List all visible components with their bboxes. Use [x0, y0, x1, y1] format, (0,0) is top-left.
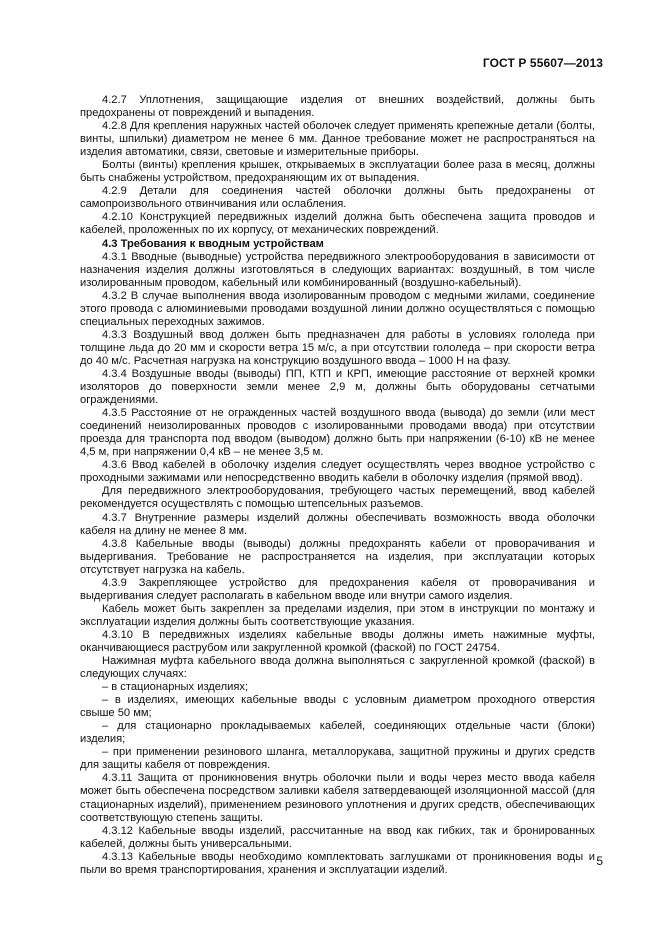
- paragraph: 4.3.9 Закрепляющее устройство для предохранения кабеля от проворачивания и выдергивания следует располагать в кабельном вводе или внутри самого изделия.: [80, 576, 595, 602]
- document-number: ГОСТ Р 55607—2013: [482, 56, 603, 70]
- paragraph: 4.2.7 Уплотнения, защищающие изделия от внешних воздействий, должны быть предохранены от повреждений и выпадения.: [80, 94, 595, 120]
- paragraph: 4.2.10 Конструкцией передвижных изделий должна быть обеспечена защита проводов и кабелей, проложенных по их корпусу, от механических повреждений.: [80, 211, 595, 237]
- paragraph: 4.2.8 Для крепления наружных частей оболочек следует применять крепежные детали (болты, винты, шпильки) диаметром не менее 6 мм. Данное требование может не распространяться на изделия автоматики, связи, световые и измерительные приборы.: [80, 120, 595, 159]
- paragraph: 4.3.10 В передвижных изделиях кабельные вводы должны иметь нажимные муфты, оканчивающиеся раструбом или закругленной кромкой (фаской) по ГОСТ 24754.: [80, 628, 595, 654]
- paragraph: 4.3.8 Кабельные вводы (выводы) должны предохранять кабели от проворачивания и выдергивания. Требование не распространяется на изделия, при эксплуатации которых отсутствует нагрузка на кабель.: [80, 537, 595, 576]
- page-number: 5: [596, 854, 603, 868]
- paragraph: 4.3.5 Расстояние от не огражденных частей воздушного ввода (вывода) до земли (или мест соединений неизолированных проводов с изолированными проводами ввода) при отсутствии проезда для транспорта под вводом (выводом) должно быть при напряжении (6-10) кВ не менее 4,5 м, при напряжении 0,4 кВ – не менее 3,5 м.: [80, 407, 595, 459]
- paragraph: 4.3.12 Кабельные вводы изделий, рассчитанные на ввод как гибких, так и бронированных кабелей, должны быть универсальными.: [80, 824, 595, 850]
- paragraph: Нажимная муфта кабельного ввода должна выполняться с закругленной кромкой (фаской) в следующих случаях:: [80, 655, 595, 681]
- list-item: – для стационарно прокладываемых кабелей, соединяющих отдельные части (блоки) изделия;: [80, 720, 595, 746]
- paragraph: Болты (винты) крепления крышек, открываемых в эксплуатации более раза в месяц, должны быть снабжены устройством, предохраняющим их от выпадения.: [80, 159, 595, 185]
- paragraph: 4.3.13 Кабельные вводы необходимо комплектовать заглушками от проникновения воды и пыли во время транспортирования, хранения и эксплуатации изделий.: [80, 850, 595, 876]
- list-item: – в изделиях, имеющих кабельные вводы с условным диаметром проходного отверстия свыше 50 мм;: [80, 694, 595, 720]
- paragraph: Кабель может быть закреплен за пределами изделия, при этом в инструкции по монтажу и эксплуатации изделия должны быть соответствующие указания.: [80, 602, 595, 628]
- paragraph: 4.3.4 Воздушные вводы (выводы) ПП, КТП и КРП, имеющие расстояние от верхней кромки изоляторов до поверхности земли менее 2,9 м, должны быть оборудованы сетчатыми ограждениями.: [80, 367, 595, 407]
- section-heading: 4.3 Требования к вводным устройствам: [102, 237, 324, 250]
- paragraph: 4.2.9 Детали для соединения частей оболочки должны быть предохранены от самопроизвольного отвинчивания или ослабления.: [80, 185, 595, 211]
- paragraph: 4.3.2 В случае выполнения ввода изолированным проводом с медными жилами, соединение этого провода с алюминиевыми проводами воздушной линии должно осуществляться с помощью специальных переходных зажимов.: [80, 289, 595, 328]
- document-body: [80, 94, 595, 877]
- list-item: – при применении резинового шланга, металлорукава, защитной пружины и других средств для защиты кабеля от повреждения.: [80, 746, 595, 772]
- paragraph: 4.3.11 Защита от проникновения внутрь оболочки пыли и воды через место ввода кабеля может быть обеспечена посредством заливки кабеля затвердевающей изоляционной массой (для стационарных изделий), применением резинового уплотнения и других средств, обеспечивающих соответствующую степень защиты.: [80, 772, 595, 824]
- list-item: – в стационарных изделиях;: [102, 681, 249, 694]
- paragraph-group-4-2: [80, 94, 595, 238]
- paragraph: 4.3.6 Ввод кабелей в оболочку изделия следует осуществлять через вводное устройство с проходными зажимами или непосредственно вводить кабели в оболочку изделия (прямой ввод).: [80, 459, 595, 485]
- paragraph: Для передвижного электрооборудования, требующего частых перемещений, ввод кабелей рекомендуется осуществлять с помощью штепсельных разъемов.: [80, 485, 595, 511]
- paragraph: 4.3.7 Внутренние размеры изделий должны обеспечивать возможность ввода оболочки кабеля на длину не менее 8 мм.: [80, 511, 595, 537]
- paragraph: 4.3.3 Воздушный ввод должен быть предназначен для работы в условиях гололеда при толщине льда до 20 мм и скорости ветра 15 м/с, а при отсутствии гололеда – при скорости ветра до 40 м/с. Расчетная нагрузка на конструкцию воздушного ввода – 1000 Н на фазу.: [80, 328, 595, 367]
- paragraph-group-4-3: [80, 251, 595, 877]
- paragraph: 4.3.1 Вводные (выводные) устройства передвижного электрооборудования в зависимости от назначения изделия должны изготовляться в следующих вариантах: воздушный, в том числе изолированным проводом, кабельный или комбинированный (воздушно-кабельный).: [80, 250, 595, 289]
